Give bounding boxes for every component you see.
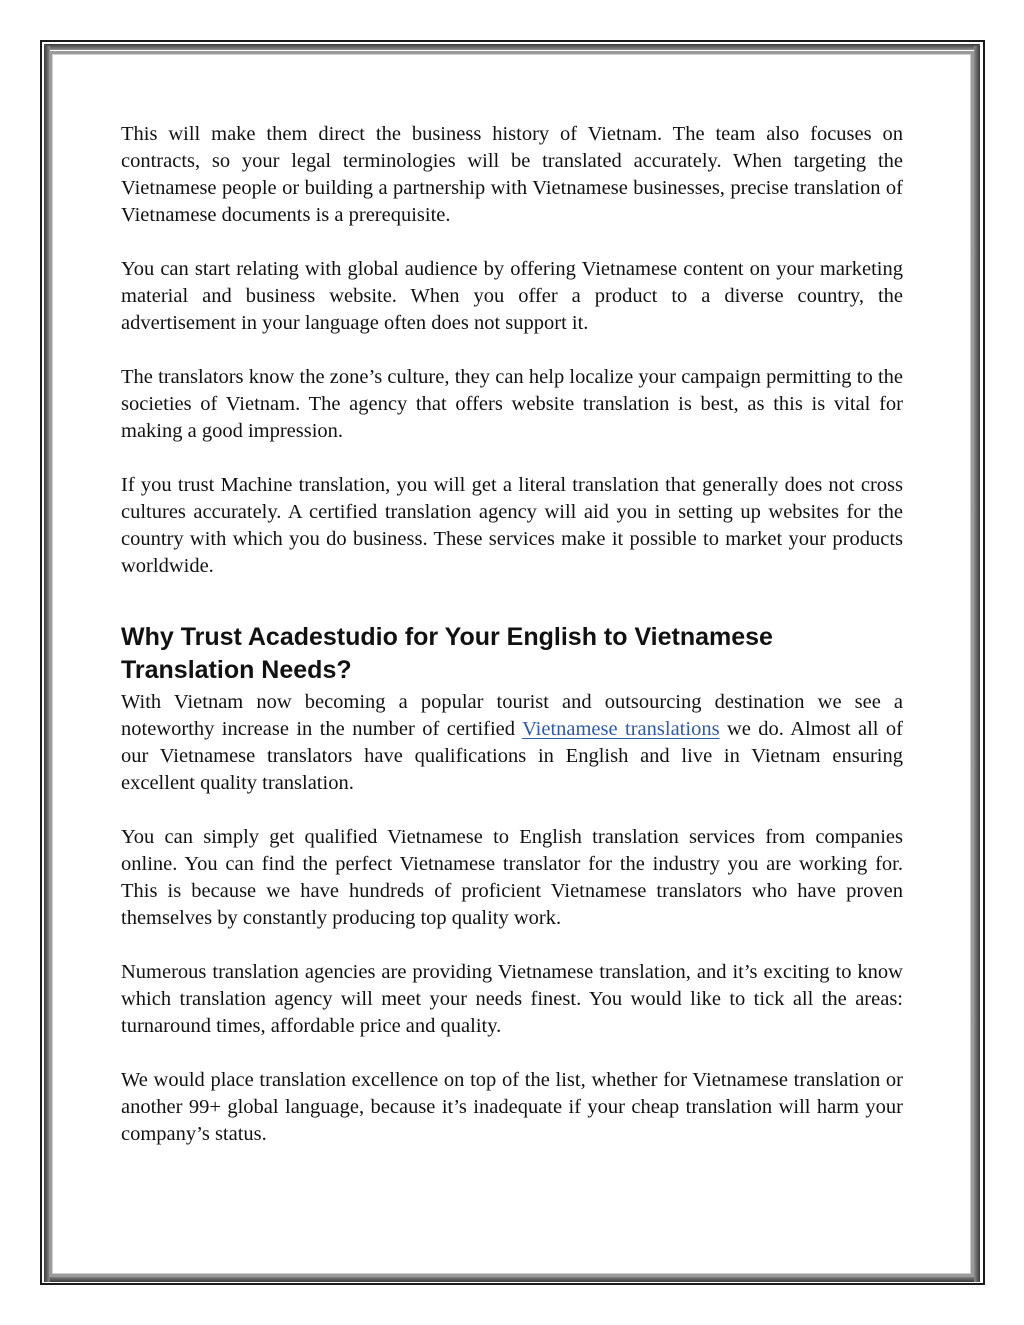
paragraph-qualified-services: You can simply get qualified Vietnamese to English translation services from companies online. You can find the perfect Vietnamese translator for the industry you are working for. This is because we have hundreds of proficient Vietnamese translators who have proven themselves by constantly producing top quality work. bbox=[121, 826, 903, 929]
paragraph-machine-translation: If you trust Machine translation, you will get a literal translation that generally does not cross cultures accurately. A certified translation agency will aid you in setting up websites for the country with which you do business. These services make it possible to market your products worldwide. bbox=[121, 474, 903, 577]
paragraph-global-audience: You can start relating with global audience by offering Vietnamese content on your marketing material and business website. When you offer a product to a diverse country, the advertisement in your language often does not support it. bbox=[121, 258, 903, 334]
paragraph-vietnam-destination bbox=[121, 689, 903, 797]
page-border-top bbox=[44, 44, 980, 50]
document-body bbox=[121, 121, 903, 1175]
page-border-right bbox=[974, 46, 980, 1282]
vietnamese-translations-link[interactable]: Vietnamese translations bbox=[522, 718, 720, 740]
paragraph-text-before-link: With Vietnam now becoming a popular tourist and outsourcing destination we see a noteworthy increase in the number of certified bbox=[121, 691, 903, 740]
paragraph-translation-excellence: We would place translation excellence on top of the list, whether for Vietnamese translation or another 99+ global language, because it’s inadequate if your cheap translation will harm your company’s status. bbox=[121, 1069, 903, 1145]
paragraph-legal-terminology: This will make them direct the business history of Vietnam. The team also focuses on contracts, so your legal terminologies will be translated accurately. When targeting the Vietnamese people or building a partnership with Vietnamese businesses, precise translation of Vietnamese documents is a prerequisite. bbox=[121, 123, 903, 226]
paragraph-numerous-agencies: Numerous translation agencies are providing Vietnamese translation, and it’s exciting to know which translation agency will meet your needs finest. You would like to tick all the areas: turnaround times, affordable price and quality. bbox=[121, 961, 903, 1037]
paragraph-text-after-link: we do. Almost all of our Vietnamese translators have qualifications in English and live in Vietnam ensuring excellent quality translation. bbox=[121, 718, 903, 794]
paragraph-culture-localization: The translators know the zone’s culture, they can help localize your campaign permitting to the societies of Vietnam. The agency that offers website translation is best, as this is vital for making a good impression. bbox=[121, 366, 903, 442]
section-heading: Why Trust Acadestudio for Your English to Vietnamese Translation Needs? bbox=[121, 623, 773, 684]
